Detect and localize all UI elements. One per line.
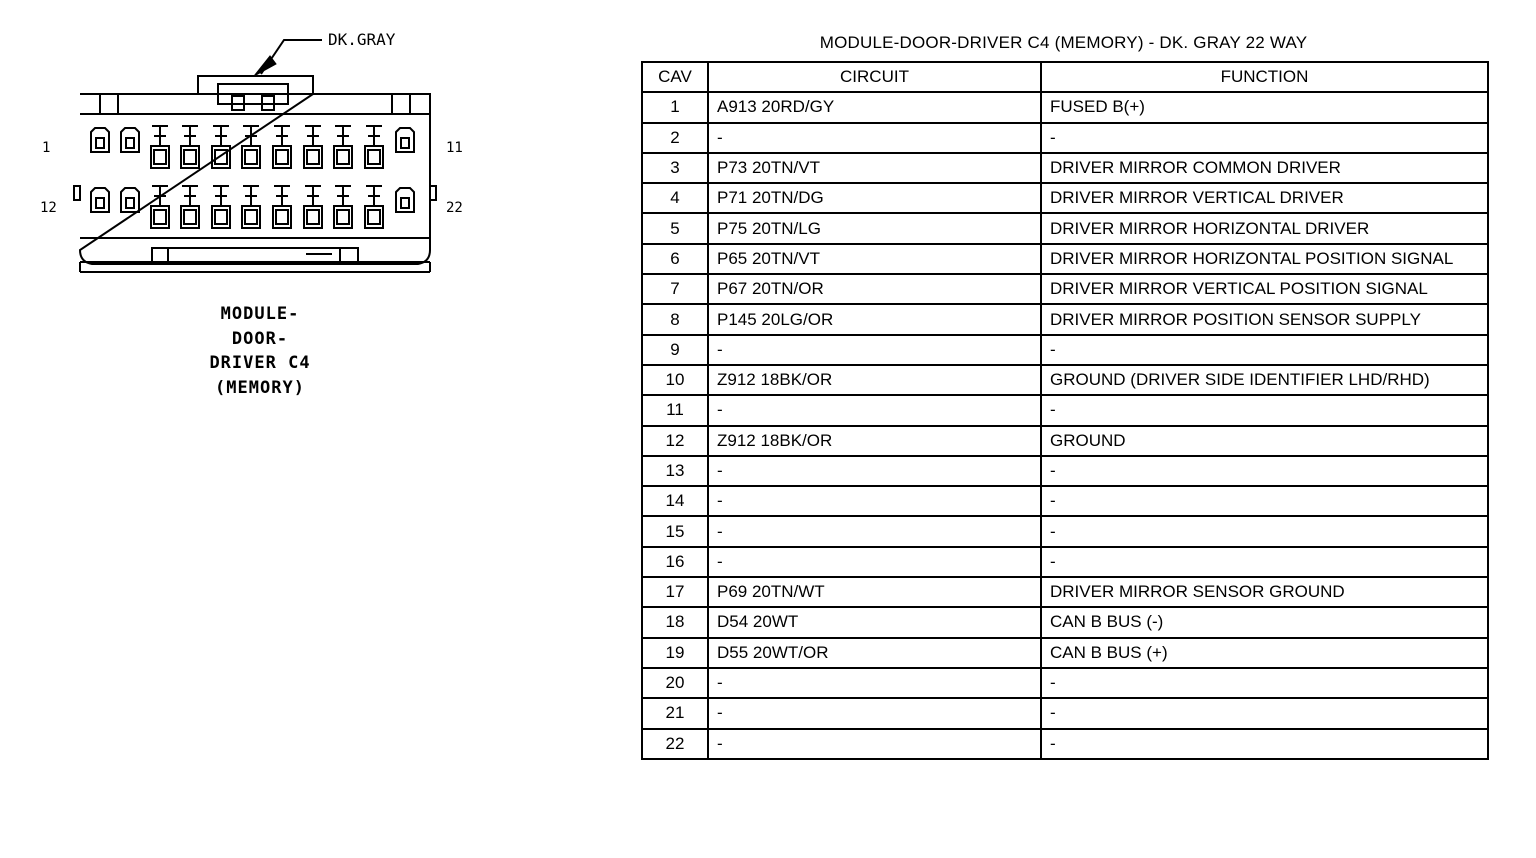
circuit-cell: -: [708, 547, 1041, 577]
function-cell: DRIVER MIRROR POSITION SENSOR SUPPLY: [1041, 304, 1488, 334]
function-cell: -: [1041, 395, 1488, 425]
table-row: [642, 638, 1488, 668]
header-function: FUNCTION: [1041, 62, 1488, 92]
circuit-cell: P73 20TN/VT: [708, 153, 1041, 183]
function-cell: GROUND: [1041, 426, 1488, 456]
cav-cell: 8: [642, 304, 708, 334]
table-row: [642, 153, 1488, 183]
latch-cavity: [396, 188, 414, 212]
terminal-cavity: [273, 186, 291, 228]
function-cell: FUSED B(+): [1041, 92, 1488, 122]
terminal-cavity: [181, 126, 199, 168]
function-cell: GROUND (DRIVER SIDE IDENTIFIER LHD/RHD): [1041, 365, 1488, 395]
table-row: [642, 395, 1488, 425]
table-row: [642, 698, 1488, 728]
table-row: [642, 304, 1488, 334]
terminal-cavity: [304, 126, 322, 168]
function-cell: DRIVER MIRROR HORIZONTAL DRIVER: [1041, 213, 1488, 243]
connector-name-line: MODULE-: [220, 304, 300, 324]
header-cav: CAV: [642, 62, 708, 92]
table-row: [642, 607, 1488, 637]
table-row: [642, 547, 1488, 577]
pin-label-1: 1: [42, 140, 51, 156]
cav-cell: 20: [642, 668, 708, 698]
terminal-cavity: [334, 186, 352, 228]
table-row: [642, 92, 1488, 122]
terminal-cavity: [365, 126, 383, 168]
circuit-cell: A913 20RD/GY: [708, 92, 1041, 122]
function-cell: DRIVER MIRROR VERTICAL POSITION SIGNAL: [1041, 274, 1488, 304]
function-cell: -: [1041, 123, 1488, 153]
table-row: [642, 213, 1488, 243]
terminal-cavity: [304, 186, 322, 228]
circuit-cell: D54 20WT: [708, 607, 1041, 637]
circuit-cell: Z912 18BK/OR: [708, 426, 1041, 456]
pinout-table-body: [642, 92, 1488, 759]
function-cell: -: [1041, 486, 1488, 516]
cav-cell: 18: [642, 607, 708, 637]
cav-cell: 6: [642, 244, 708, 274]
cav-cell: 15: [642, 516, 708, 546]
connector-name-line: (MEMORY): [215, 377, 305, 398]
cav-cell: 13: [642, 456, 708, 486]
circuit-cell: -: [708, 335, 1041, 365]
table-row: [642, 486, 1488, 516]
connector-face-diagram: [0, 0, 600, 300]
cavity-grid: [91, 126, 414, 228]
circuit-cell: P145 20LG/OR: [708, 304, 1041, 334]
table-row: [642, 516, 1488, 546]
table-row: [642, 426, 1488, 456]
terminal-cavity: [151, 126, 169, 168]
terminal-cavity: [273, 126, 291, 168]
table-row: [642, 183, 1488, 213]
latch-cavity: [121, 128, 139, 152]
table-row: [642, 456, 1488, 486]
circuit-cell: -: [708, 516, 1041, 546]
cav-cell: 11: [642, 395, 708, 425]
function-cell: CAN B BUS (+): [1041, 638, 1488, 668]
terminal-cavity: [365, 186, 383, 228]
callout-arrowhead: [254, 56, 276, 76]
table-row: [642, 729, 1488, 759]
pinout-table: [641, 61, 1489, 760]
circuit-cell: P71 20TN/DG: [708, 183, 1041, 213]
circuit-cell: -: [708, 698, 1041, 728]
terminal-cavity: [181, 186, 199, 228]
terminal-cavity: [242, 186, 260, 228]
pin-label-12: 12: [40, 200, 57, 216]
function-cell: DRIVER MIRROR SENSOR GROUND: [1041, 577, 1488, 607]
cav-cell: 19: [642, 638, 708, 668]
circuit-cell: P75 20TN/LG: [708, 213, 1041, 243]
terminal-cavity: [334, 126, 352, 168]
cav-cell: 3: [642, 153, 708, 183]
function-cell: -: [1041, 698, 1488, 728]
circuit-cell: P69 20TN/WT: [708, 577, 1041, 607]
function-cell: DRIVER MIRROR VERTICAL DRIVER: [1041, 183, 1488, 213]
cav-cell: 21: [642, 698, 708, 728]
cav-cell: 14: [642, 486, 708, 516]
circuit-cell: -: [708, 668, 1041, 698]
pin-label-22: 22: [446, 200, 463, 216]
cav-cell: 10: [642, 365, 708, 395]
circuit-cell: -: [708, 123, 1041, 153]
table-row: [642, 365, 1488, 395]
function-cell: -: [1041, 516, 1488, 546]
table-row: [642, 577, 1488, 607]
header-circuit: CIRCUIT: [708, 62, 1041, 92]
latch-cavity: [91, 128, 109, 152]
cav-cell: 1: [642, 92, 708, 122]
color-callout-label: DK.GRAY: [328, 30, 396, 49]
cav-cell: 12: [642, 426, 708, 456]
pin-label-11: 11: [446, 140, 463, 156]
cav-cell: 17: [642, 577, 708, 607]
circuit-cell: P67 20TN/OR: [708, 274, 1041, 304]
cav-cell: 22: [642, 729, 708, 759]
circuit-cell: -: [708, 456, 1041, 486]
connector-name-line: DOOR-: [231, 328, 289, 349]
function-cell: -: [1041, 456, 1488, 486]
circuit-cell: P65 20TN/VT: [708, 244, 1041, 274]
cav-cell: 2: [642, 123, 708, 153]
function-cell: DRIVER MIRROR HORIZONTAL POSITION SIGNAL: [1041, 244, 1488, 274]
cav-cell: 7: [642, 274, 708, 304]
circuit-cell: D55 20WT/OR: [708, 638, 1041, 668]
connector-name-line: DRIVER C4: [209, 353, 311, 373]
table-row: [642, 244, 1488, 274]
table-row: [642, 668, 1488, 698]
latch-cavity: [121, 188, 139, 212]
terminal-cavity: [212, 186, 230, 228]
terminal-cavity: [212, 126, 230, 168]
connector-name: [150, 302, 370, 400]
cav-cell: 16: [642, 547, 708, 577]
cav-cell: 4: [642, 183, 708, 213]
function-cell: -: [1041, 335, 1488, 365]
pinout-table-title: MODULE-DOOR-DRIVER C4 (MEMORY) - DK. GRAY 22 WAY: [819, 33, 1308, 52]
function-cell: -: [1041, 729, 1488, 759]
circuit-cell: Z912 18BK/OR: [708, 365, 1041, 395]
circuit-cell: -: [708, 486, 1041, 516]
function-cell: DRIVER MIRROR COMMON DRIVER: [1041, 153, 1488, 183]
circuit-cell: -: [708, 395, 1041, 425]
latch-cavity: [396, 128, 414, 152]
table-row: [642, 123, 1488, 153]
table-header-row: [642, 62, 1488, 92]
connector-housing: [74, 76, 436, 272]
function-cell: -: [1041, 547, 1488, 577]
table-row: [642, 274, 1488, 304]
cav-cell: 9: [642, 335, 708, 365]
circuit-cell: -: [708, 729, 1041, 759]
function-cell: CAN B BUS (-): [1041, 607, 1488, 637]
function-cell: -: [1041, 668, 1488, 698]
cav-cell: 5: [642, 213, 708, 243]
table-row: [642, 335, 1488, 365]
latch-cavity: [91, 188, 109, 212]
